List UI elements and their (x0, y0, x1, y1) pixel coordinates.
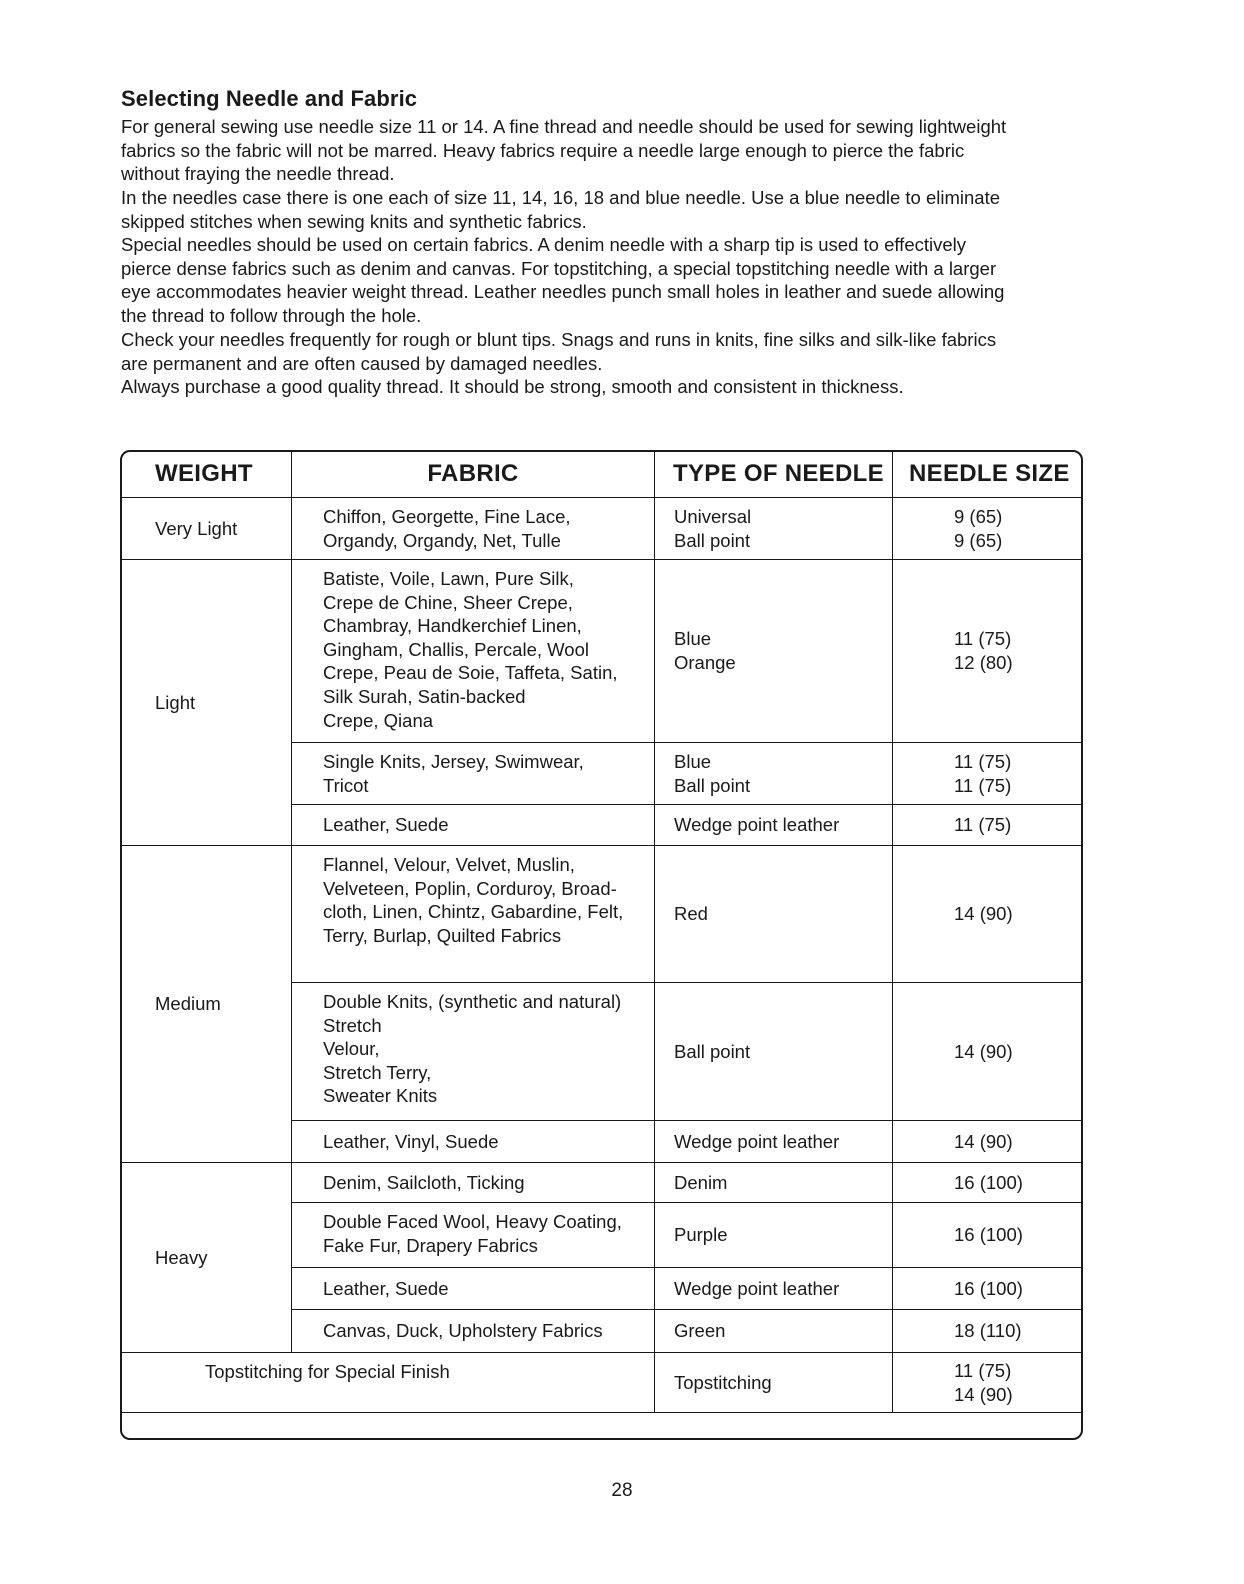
fabric-line: Stretch Terry, (323, 1061, 432, 1083)
needle-type-cell (655, 1268, 893, 1310)
header-needle-size: NEEDLE SIZE (893, 451, 1084, 498)
section-heading: Selecting Needle and Fabric (121, 86, 418, 111)
needle-size-cell (893, 1203, 1084, 1268)
needle-size-line: 16 (100) (954, 1277, 1023, 1299)
fabric-line: Crepe, Qiana (323, 709, 434, 731)
weight-cell: Very Light (121, 498, 292, 560)
needle-type-line: Red (674, 903, 708, 925)
fabric-cell (292, 1268, 655, 1310)
text-line: skipped stitches when sewing knits and synthetic fabrics. (121, 210, 587, 232)
fabric-cell (292, 805, 655, 846)
needle-size-cell (893, 560, 1084, 743)
needle-size-line: 11 (75) (954, 814, 1012, 836)
needle-type-line: Wedge point leather (674, 1277, 840, 1299)
needle-type-line: Blue (674, 751, 712, 772)
fabric-cell (292, 743, 655, 805)
needle-type-line: Denim (674, 1171, 728, 1193)
fabric-line: Fake Fur, Drapery Fabrics (323, 1234, 538, 1256)
fabric-line: Double Faced Wool, Heavy Coating, (323, 1211, 622, 1232)
fabric-cell (292, 1203, 655, 1268)
fabric-cell (292, 983, 655, 1121)
header-weight: WEIGHT (121, 451, 292, 498)
needle-size-line: 11 (75) (954, 1359, 1012, 1381)
text-line: the thread to follow through the hole. (121, 304, 422, 326)
needle-size-line: 11 (75) (954, 628, 1012, 650)
needle-size-cell (893, 1268, 1084, 1310)
fabric-cell (292, 498, 655, 560)
needle-type-cell (655, 1163, 893, 1203)
fabric-line: Leather, Suede (323, 1277, 449, 1299)
needle-size-line: 16 (100) (954, 1224, 1023, 1246)
weight-cell: Medium (121, 846, 292, 1163)
needle-size-cell (893, 1163, 1084, 1203)
needle-size-cell (893, 983, 1084, 1121)
needle-type-cell (655, 1121, 893, 1163)
paragraph-special-needles (121, 233, 1081, 327)
needle-type-line: Wedge point leather (674, 814, 840, 836)
needle-size-line: 14 (90) (954, 1383, 1013, 1405)
fabric-line: Organdy, Organdy, Net, Tulle (323, 529, 561, 551)
fabric-line: Leather, Vinyl, Suede (323, 1130, 499, 1152)
fabric-line: Velveteen, Poplin, Corduroy, Broad- (323, 877, 617, 899)
topstitch-label-cell: Topstitching for Special Finish (121, 1353, 655, 1413)
paragraph-needles-case (121, 186, 1081, 233)
needle-type-line: Green (674, 1320, 726, 1342)
fabric-line: Stretch (323, 1014, 382, 1036)
needle-type-line: Ball point (674, 529, 751, 551)
fabric-line: Silk Surah, Satin-backed (323, 685, 526, 707)
fabric-cell (292, 846, 655, 983)
text-line: Check your needles frequently for rough or blunt tips. Snags and runs in knits, fine silks and silk-like fabrics (121, 329, 997, 350)
table-row (121, 560, 1084, 743)
fabric-line: Crepe, Peau de Soie, Taffeta, Satin, (323, 662, 618, 684)
fabric-line: Chambray, Handkerchief Linen, (323, 615, 582, 637)
needle-size-line: 16 (100) (954, 1171, 1023, 1193)
text-line: fabrics so the fabric will not be marred. Heavy fabrics require a needle large enough to pierce the fabric (121, 139, 965, 161)
fabric-cell (292, 560, 655, 743)
paragraph-thread-quality (121, 375, 1081, 399)
table-header-row (121, 451, 1084, 498)
weight-cell: Light (121, 560, 292, 846)
paragraph-check-needles (121, 328, 1081, 375)
needle-size-cell (893, 743, 1084, 805)
needle-type-line: Purple (674, 1224, 728, 1246)
header-fabric: FABRIC (292, 451, 655, 498)
needle-size-line: 14 (90) (954, 903, 1013, 925)
text-line: Always purchase a good quality thread. It should be strong, smooth and consistent in thickness. (121, 376, 904, 397)
needle-type-line: Wedge point leather (674, 1130, 840, 1152)
paragraph-general-sewing (121, 115, 1081, 186)
fabric-line: Chiffon, Georgette, Fine Lace, (323, 506, 571, 527)
fabric-line: Leather, Suede (323, 814, 449, 836)
fabric-line: Flannel, Velour, Velvet, Muslin, (323, 854, 575, 875)
needle-size-cell (893, 1353, 1084, 1413)
table-row (121, 1163, 1084, 1203)
weight-cell: Heavy (121, 1163, 292, 1353)
fabric-line: Terry, Burlap, Quilted Fabrics (323, 924, 562, 946)
needle-type-cell (655, 560, 893, 743)
fabric-line: Crepe de Chine, Sheer Crepe, (323, 591, 573, 613)
needle-size-line: 14 (90) (954, 1040, 1013, 1062)
fabric-line: Denim, Sailcloth, Ticking (323, 1171, 525, 1193)
needle-size-line: 9 (65) (954, 506, 1003, 527)
fabric-line: Tricot (323, 774, 369, 796)
table-row (121, 846, 1084, 983)
needle-type-cell (655, 743, 893, 805)
table-row (121, 498, 1084, 560)
text-line: pierce dense fabrics such as denim and canvas. For topstitching, a special topstitching needle with a larger (121, 257, 997, 279)
needle-size-cell (893, 805, 1084, 846)
needle-size-line: 18 (110) (954, 1320, 1022, 1342)
text-line: In the needles case there is one each of size 11, 14, 16, 18 and blue needle. Use a blue needle to eliminate (121, 187, 1001, 208)
needle-type-line: Blue (674, 628, 712, 650)
needle-type-cell: Topstitching (655, 1353, 893, 1413)
needle-type-line: Ball point (674, 774, 751, 796)
needle-size-line: 11 (75) (954, 774, 1012, 796)
fabric-line: cloth, Linen, Chintz, Gabardine, Felt, (323, 901, 624, 923)
needle-size-cell (893, 1310, 1084, 1353)
needle-size-line: 12 (80) (954, 652, 1013, 673)
text-line: Special needles should be used on certain fabrics. A denim needle with a sharp tip is used to effectively (121, 234, 967, 255)
fabric-line: Canvas, Duck, Upholstery Fabrics (323, 1320, 603, 1342)
text-line: are permanent and are often caused by damaged needles. (121, 352, 603, 374)
needle-size-line: 11 (75) (954, 751, 1012, 772)
header-type-of-needle: TYPE OF NEEDLE (655, 451, 893, 498)
needle-size-line: 9 (65) (954, 529, 1003, 551)
fabric-cell (292, 1310, 655, 1353)
needle-type-line: Universal (674, 506, 752, 527)
needle-type-line: Orange (674, 652, 736, 673)
fabric-line: Gingham, Challis, Percale, Wool (323, 638, 589, 660)
needle-size-line: 14 (90) (954, 1130, 1013, 1152)
needle-type-cell (655, 983, 893, 1121)
text-line: For general sewing use needle size 11 or 14. A fine thread and needle should be used for sewing lightweight (121, 116, 1007, 137)
text-line: without fraying the needle thread. (121, 163, 395, 185)
needle-fabric-table (120, 450, 1083, 1440)
needle-type-cell (655, 498, 893, 560)
needle-type-cell (655, 805, 893, 846)
fabric-cell (292, 1121, 655, 1163)
fabric-line: Double Knits, (synthetic and natural) (323, 991, 622, 1012)
needle-type-cell (655, 846, 893, 983)
fabric-line: Velour, (323, 1038, 380, 1060)
table-row (121, 1353, 1084, 1413)
fabric-line: Single Knits, Jersey, Swimwear, (323, 751, 584, 772)
fabric-line: Sweater Knits (323, 1085, 438, 1107)
text-line: eye accommodates heavier weight thread. Leather needles punch small holes in leather and suede allowing (121, 281, 1005, 303)
needle-type-cell (655, 1203, 893, 1268)
page-number: 28 (611, 1480, 633, 1501)
needle-type-cell (655, 1310, 893, 1353)
needle-size-cell (893, 1121, 1084, 1163)
needle-size-cell (893, 846, 1084, 983)
fabric-line: Batiste, Voile, Lawn, Pure Silk, (323, 568, 574, 589)
needle-type-line: Ball point (674, 1040, 751, 1062)
fabric-cell (292, 1163, 655, 1203)
needle-size-cell (893, 498, 1084, 560)
